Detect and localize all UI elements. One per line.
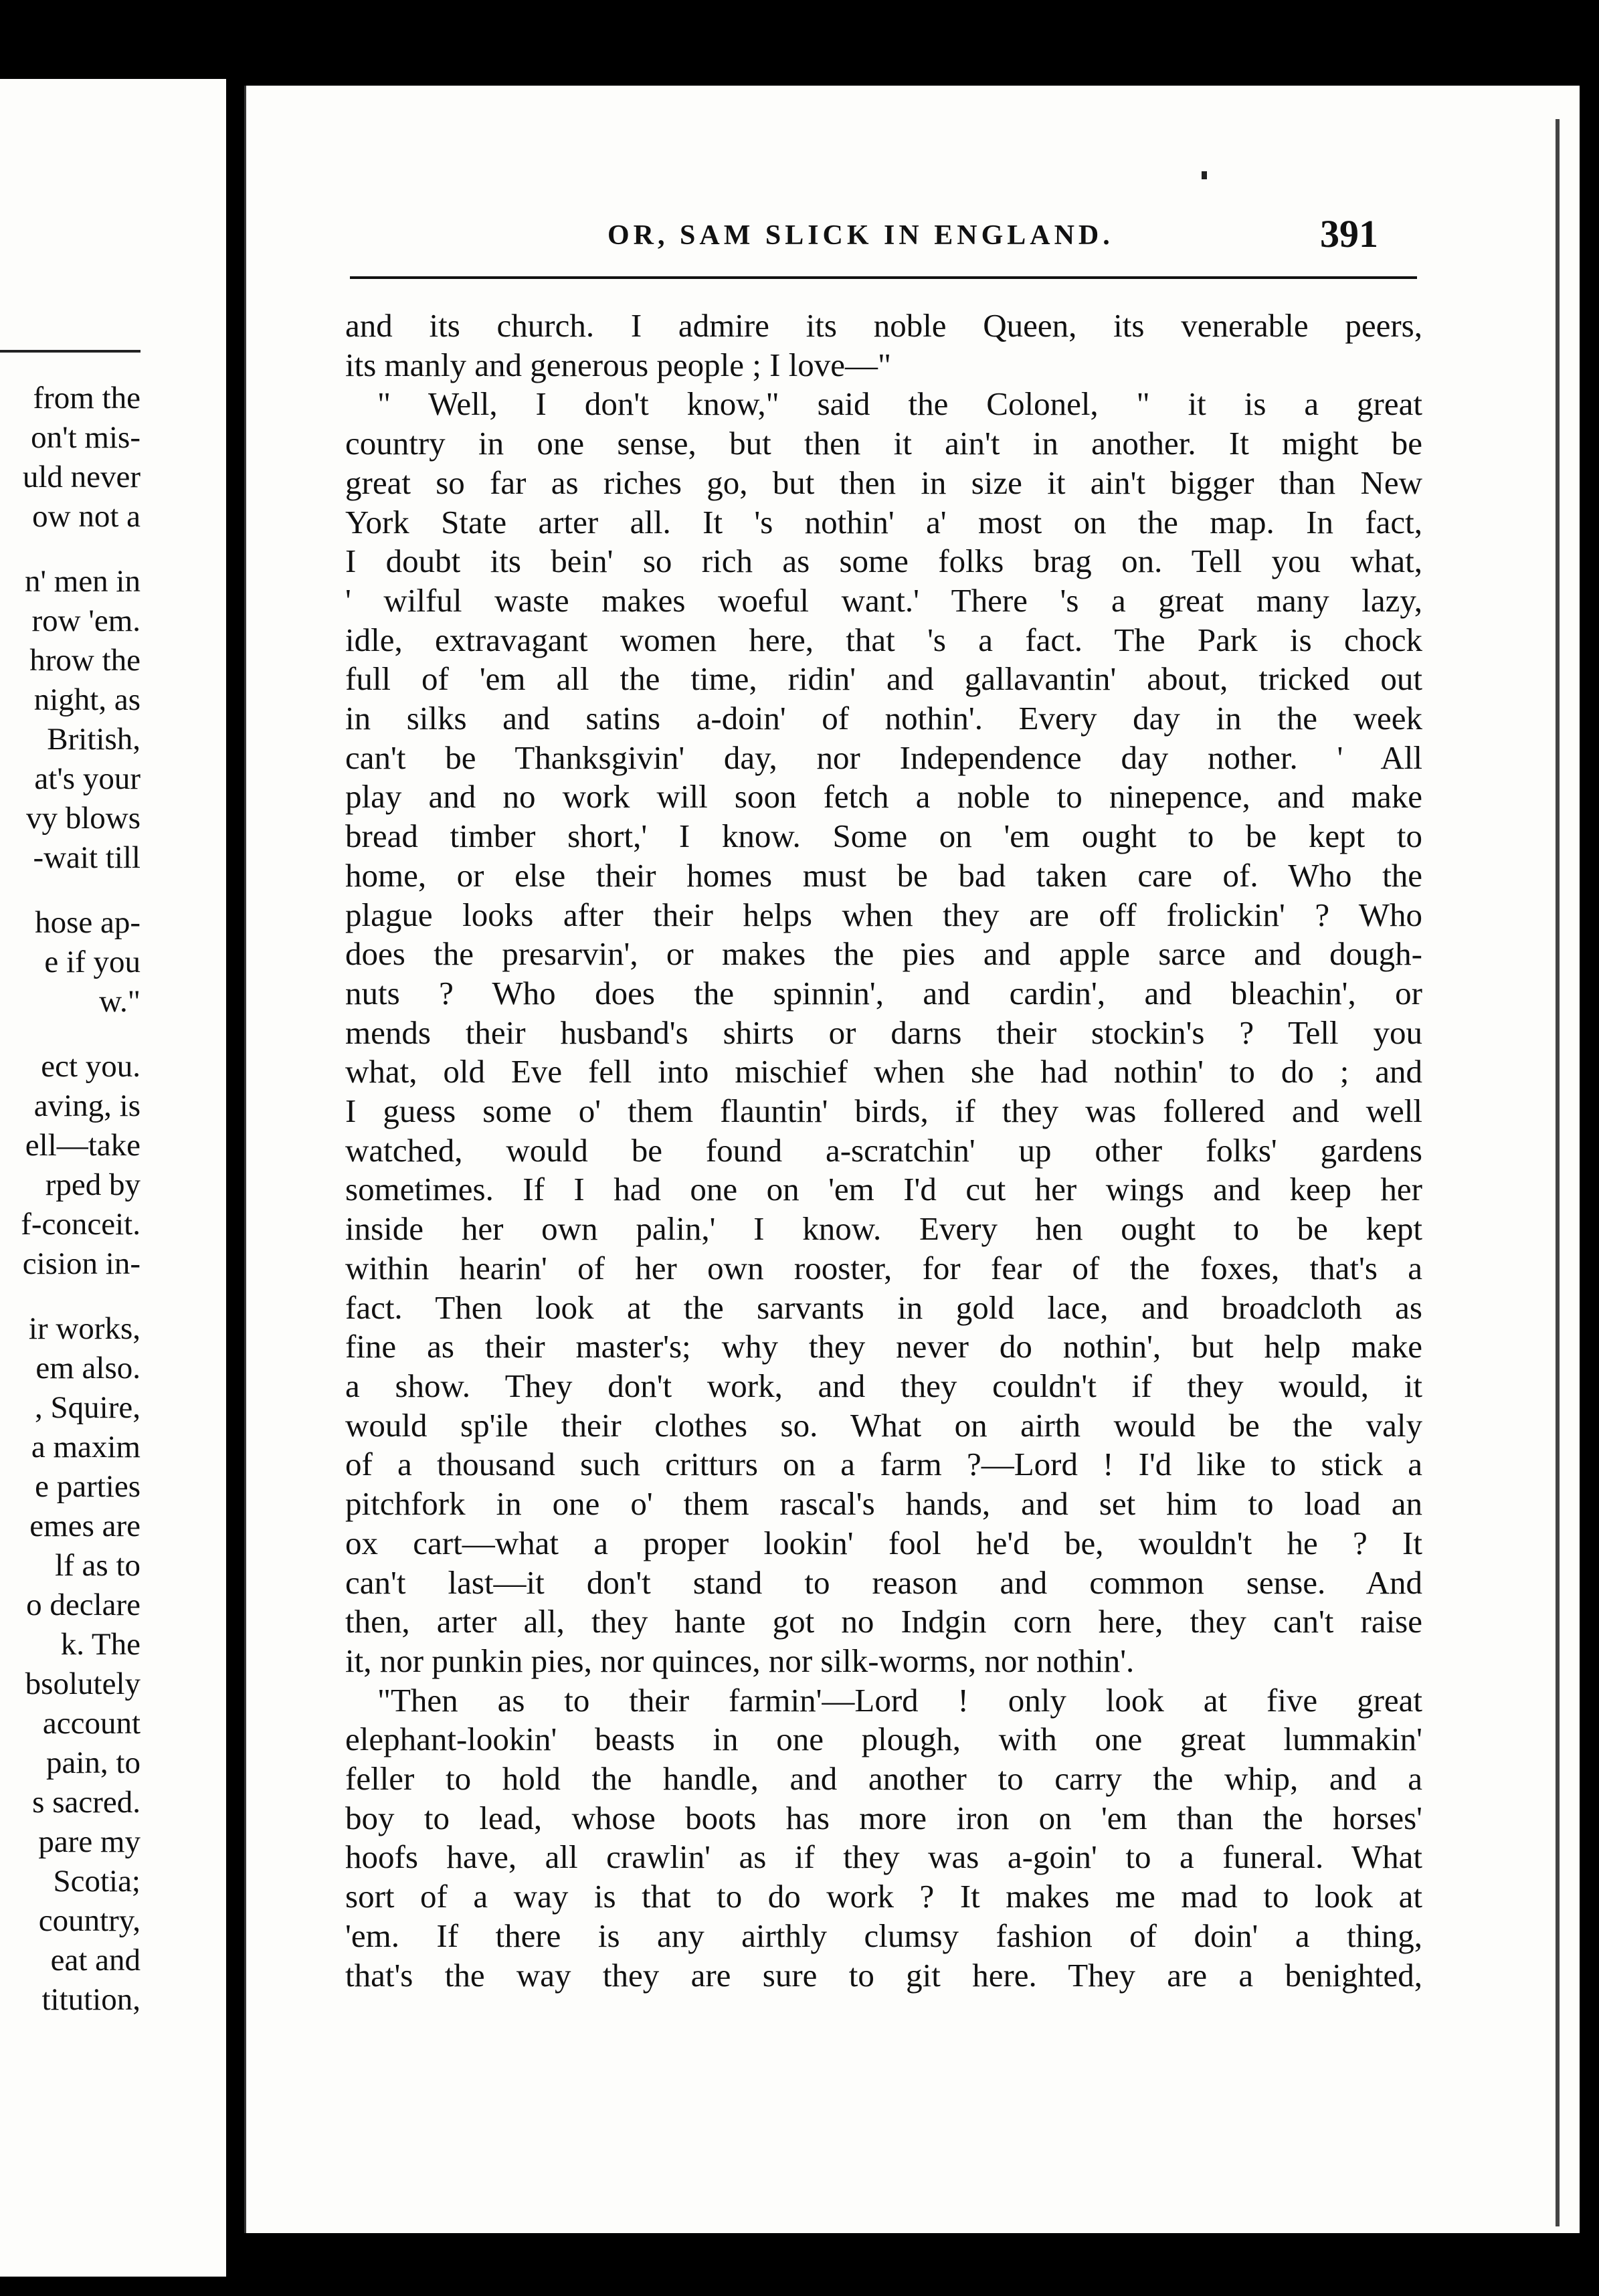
- text-line: country in one sense, but then it ain't in another. It might be: [345, 425, 1422, 462]
- text-line: what, old Eve fell into mischief when she had nothin' to do ; and: [345, 1053, 1422, 1090]
- facing-page-line: lf as to: [55, 1548, 140, 1583]
- text-line: plague looks after their helps when they are off frolickin' ? Who: [345, 896, 1422, 933]
- text-line: play and no work will soon fetch a noble to ninepence, and make: [345, 778, 1422, 816]
- facing-page-line: -wait till: [33, 840, 140, 875]
- text-line: watched, would be found a-scratchin' up other folks' gardens: [345, 1131, 1422, 1169]
- facing-page-line: [21, 878, 140, 903]
- facing-page-line: em also.: [35, 1351, 140, 1385]
- running-head: OR, SAM SLICK IN ENGLAND.: [607, 220, 1114, 251]
- text-line: York State arter all. It 's nothin' a' most on the map. In fact,: [345, 503, 1422, 541]
- facing-page-line: cision in-: [22, 1246, 140, 1281]
- facing-page-line: w.": [99, 984, 140, 1019]
- facing-page-text: [21, 379, 140, 2020]
- text-line: can't be Thanksgivin' day, nor Independence day nother. ' All: [345, 739, 1422, 776]
- facing-page-line: f-conceit.: [21, 1207, 140, 1242]
- facing-page-line: vy blows: [25, 801, 140, 836]
- facing-page-line: country,: [38, 1903, 140, 1938]
- facing-page-line: ect you.: [41, 1049, 140, 1084]
- ink-speck: [1202, 171, 1207, 179]
- facing-page-line: a maxim: [31, 1430, 140, 1464]
- text-line: home, or else their homes must be bad taken care of. Who the: [345, 856, 1422, 894]
- text-line: elephant-lookin' beasts in one plough, with one great lummakin': [345, 1721, 1422, 1758]
- facing-page-line: s sacred.: [32, 1785, 140, 1820]
- text-line: pitchfork in one o' them rascal's hands, and set him to load an: [345, 1485, 1422, 1523]
- facing-page-line: , Squire,: [35, 1390, 140, 1425]
- page: [244, 86, 1580, 2233]
- facing-page-line: k. The: [60, 1627, 140, 1662]
- facing-page-line: [21, 1284, 140, 1309]
- facing-page-line: account: [42, 1706, 140, 1741]
- facing-page-line: from the: [33, 381, 140, 415]
- facing-page-line: n' men in: [25, 564, 140, 599]
- text-line: ' wilful waste makes woeful want.' There 's a great many lazy,: [345, 581, 1422, 619]
- text-line: 'em. If there is any airthly clumsy fashion of doin' a thing,: [345, 1917, 1422, 1954]
- facing-page-line: hrow the: [29, 643, 140, 678]
- page-edge: [1556, 119, 1560, 2226]
- facing-page-line: row 'em.: [31, 603, 140, 638]
- text-line: " Well, I don't know," said the Colonel, " it is a great: [377, 385, 1422, 423]
- facing-page-line: ir works,: [28, 1311, 140, 1346]
- facing-page-line: emes are: [29, 1509, 140, 1543]
- text-line: a show. They don't work, and they couldn't if they would, it: [345, 1367, 1422, 1404]
- text-line: within hearin' of her own rooster, for fear of the foxes, that's a: [345, 1249, 1422, 1286]
- text-line: I guess some o' them flauntin' birds, if they was follered and well: [345, 1092, 1422, 1130]
- facing-page-line: [21, 537, 140, 562]
- header-rule: [350, 276, 1417, 279]
- facing-page-line: e if you: [44, 945, 140, 979]
- text-line: would sp'ile their clothes so. What on airth would be the valy: [345, 1406, 1422, 1444]
- facing-page-line: titution,: [41, 1982, 140, 2017]
- text-line: great so far as riches go, but then in size it ain't bigger than New: [345, 464, 1422, 501]
- text-line: it, nor punkin pies, nor quinces, nor silk-worms, nor nothin'.: [345, 1642, 1135, 1679]
- text-line: inside her own palin,' I know. Every hen ought to be kept: [345, 1210, 1422, 1248]
- facing-page-line: rped by: [45, 1167, 140, 1202]
- facing-page-line: ell—take: [25, 1128, 140, 1163]
- facing-page-line: pare my: [38, 1824, 140, 1859]
- facing-page-line: e parties: [35, 1469, 140, 1504]
- facing-page-line: at's your: [34, 761, 140, 796]
- facing-page-line: uld never: [22, 460, 140, 494]
- facing-page-line: hose ap-: [35, 905, 140, 940]
- text-line: sort of a way is that to do work ? It makes me mad to look at: [345, 1878, 1422, 1915]
- facing-page-line: bsolutely: [25, 1666, 140, 1701]
- text-line: mends their husband's shirts or darns their stockin's ? Tell you: [345, 1014, 1422, 1051]
- facing-page-line: pain, to: [46, 1745, 140, 1780]
- text-line: that's the way they are sure to git here. They are a benighted,: [345, 1956, 1422, 1994]
- text-line: nuts ? Who does the spinnin', and cardin', and bleachin', or: [345, 974, 1422, 1012]
- text-line: feller to hold the handle, and another to carry the whip, and a: [345, 1760, 1422, 1798]
- body-text: [345, 306, 1422, 1995]
- text-line: sometimes. If I had one on 'em I'd cut her wings and keep her: [345, 1171, 1422, 1208]
- text-line: hoofs have, all crawlin' as if they was a-goin' to a funeral. What: [345, 1838, 1422, 1876]
- facing-page-line: aving, is: [33, 1088, 140, 1123]
- book-gutter: [226, 79, 241, 2277]
- facing-page-line: eat and: [50, 1943, 140, 1978]
- facing-page-line: on't mis-: [31, 420, 140, 455]
- facing-page-line: Scotia;: [53, 1864, 140, 1899]
- facing-page-line: o declare: [26, 1588, 140, 1622]
- text-line: then, arter all, they hante got no Indgin corn here, they can't raise: [345, 1603, 1422, 1640]
- text-line: full of 'em all the time, ridin' and gallavantin' about, tricked out: [345, 660, 1422, 698]
- text-line: fine as their master's; why they never do nothin', but help make: [345, 1328, 1422, 1365]
- facing-page-line: British,: [47, 722, 140, 757]
- text-line: boy to lead, whose boots has more iron on 'em than the horses': [345, 1799, 1422, 1836]
- text-line: I doubt its bein' so rich as some folks brag on. Tell you what,: [345, 543, 1422, 580]
- page-number: 391: [1320, 212, 1378, 256]
- text-line: in silks and satins a-doin' of nothin'. Every day in the week: [345, 700, 1422, 737]
- text-line: of a thousand such critturs on a farm ?—Lord ! I'd like to stick a: [345, 1446, 1422, 1483]
- text-line: and its church. I admire its noble Queen, its venerable peers,: [345, 307, 1422, 344]
- facing-page-line: ow not a: [32, 499, 140, 534]
- text-line: "Then as to their farmin'—Lord ! only look at five great: [377, 1681, 1422, 1719]
- text-line: its manly and generous people ; I love—": [345, 346, 892, 383]
- text-line: does the presarvin', or makes the pies and apple sarce and dough-: [345, 935, 1422, 973]
- facing-page-line: night, as: [33, 682, 140, 717]
- facing-page-line: [21, 1022, 140, 1047]
- facing-page: [0, 79, 226, 2277]
- text-line: ox cart—what a proper lookin' fool he'd be, wouldn't he ? It: [345, 1524, 1422, 1561]
- text-line: fact. Then look at the sarvants in gold lace, and broadcloth as: [345, 1288, 1422, 1326]
- facing-page-rule: [0, 350, 140, 353]
- text-line: idle, extravagant women here, that 's a fact. The Park is chock: [345, 621, 1422, 658]
- text-line: can't last—it don't stand to reason and common sense. And: [345, 1563, 1422, 1601]
- text-line: bread timber short,' I know. Some on 'em ought to be kept to: [345, 818, 1422, 855]
